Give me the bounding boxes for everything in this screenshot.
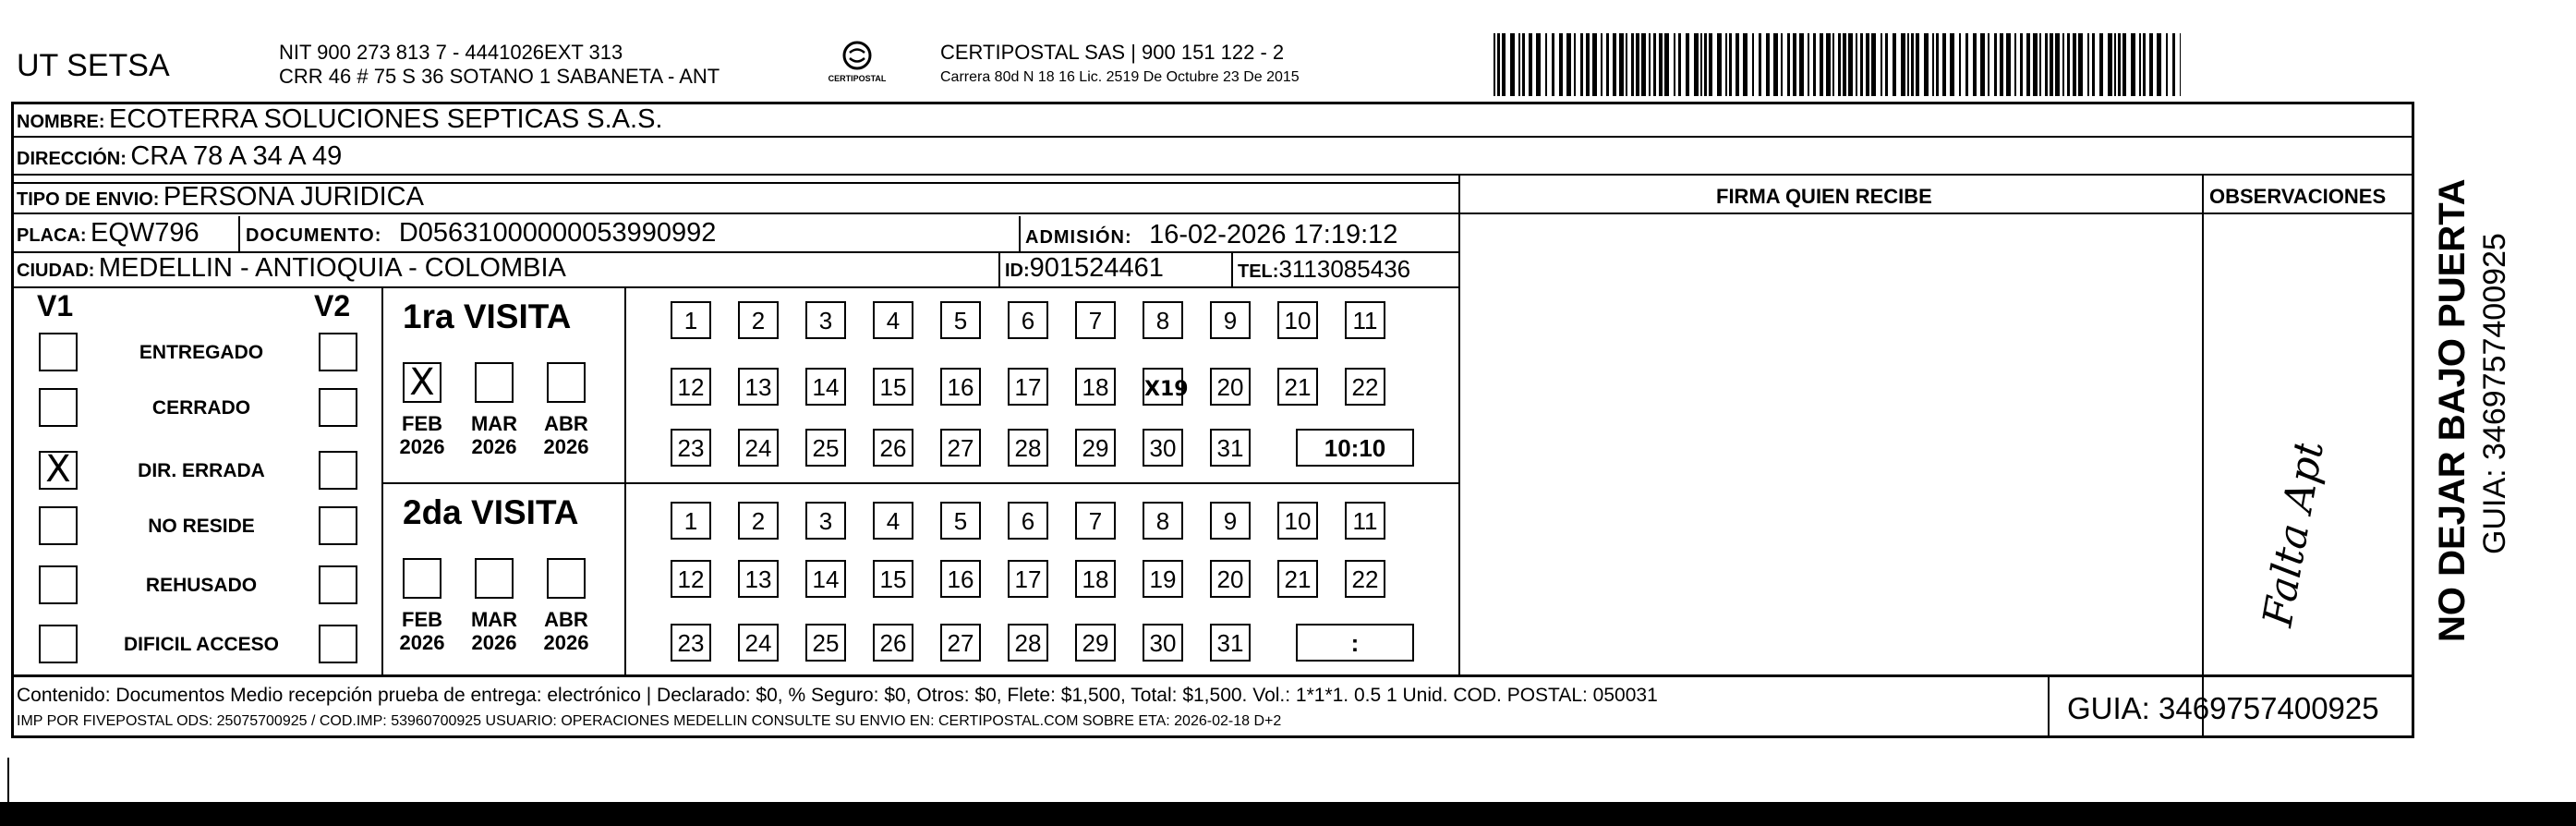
day-box[interactable]: 14: [805, 368, 846, 406]
placa-row: [17, 220, 200, 247]
company-name: UT SETSA: [17, 48, 170, 83]
day-box[interactable]: 30: [1143, 429, 1183, 467]
day-box[interactable]: 28: [1008, 429, 1048, 467]
admision-row: [1025, 222, 1397, 249]
day-box[interactable]: 1: [671, 502, 711, 540]
month-checkbox[interactable]: [547, 558, 586, 599]
footer-guia: GUIA: 3469757400925: [2067, 691, 2379, 725]
carrier-address: Carrera 80d N 18 16 Lic. 2519 De Octubre 23 De 2015: [940, 69, 1300, 85]
day-box[interactable]: 23: [671, 624, 711, 662]
check-mark: X: [409, 361, 435, 404]
placa-label: PLACA:: [17, 225, 87, 246]
ciudad-label: CIUDAD:: [17, 261, 95, 281]
day-box[interactable]: 14: [805, 560, 846, 598]
certipostal-logo: [820, 39, 894, 92]
month-year: 2026: [471, 631, 517, 655]
day-box[interactable]: 17: [1008, 368, 1048, 406]
nombre-row: [17, 106, 662, 133]
day-box[interactable]: 24: [738, 624, 779, 662]
time-box[interactable]: :: [1296, 624, 1414, 662]
day-box[interactable]: 24: [738, 429, 779, 467]
v1-checkbox[interactable]: [39, 388, 78, 427]
first-visit-title: 1ra VISITA: [403, 298, 572, 335]
day-box[interactable]: 27: [940, 429, 981, 467]
documento-label: DOCUMENTO:: [246, 225, 382, 246]
second-visit-title: 2da VISITA: [403, 493, 579, 531]
day-box[interactable]: 22: [1345, 560, 1385, 598]
day-box[interactable]: 4: [873, 301, 913, 339]
day-box[interactable]: 2: [738, 502, 779, 540]
month-name: ABR: [544, 412, 588, 435]
v2-checkbox[interactable]: [319, 625, 357, 663]
day-box[interactable]: 29: [1075, 429, 1116, 467]
day-box[interactable]: 7: [1075, 301, 1116, 339]
day-box[interactable]: 7: [1075, 502, 1116, 540]
barcode: [1494, 33, 2181, 96]
observaciones-note: [2226, 443, 2392, 647]
day-box[interactable]: 12: [671, 560, 711, 598]
svg-text:NO DEJAR BAJO PUERTA: NO DEJAR BAJO PUERTA: [2432, 178, 2473, 642]
day-box[interactable]: 26: [873, 624, 913, 662]
month-year: 2026: [543, 435, 589, 459]
day-box[interactable]: 18: [1075, 368, 1116, 406]
v2-label: V2: [314, 289, 351, 322]
month-label: [462, 412, 526, 459]
v1-checkbox[interactable]: [39, 565, 78, 604]
month-name: FEB: [402, 412, 442, 435]
tel-row: [1238, 257, 1410, 281]
day-box[interactable]: 16: [940, 560, 981, 598]
day-box[interactable]: 15: [873, 368, 913, 406]
bottom-band: [0, 802, 2576, 826]
nombre-value: ECOTERRA SOLUCIONES SEPTICAS S.A.S.: [109, 104, 663, 134]
v2-checkbox[interactable]: [319, 451, 357, 490]
documento-value: D05631000000053990992: [398, 218, 717, 248]
status-option-label: CERRADO: [151, 397, 251, 419]
id-value: 901524461: [1029, 253, 1164, 283]
day-box[interactable]: 5: [940, 301, 981, 339]
v1-label: V1: [37, 289, 74, 322]
day-box[interactable]: 22: [1345, 368, 1385, 406]
admision-value: 16-02-2026 17:19:12: [1149, 220, 1398, 249]
v2-checkbox[interactable]: [319, 506, 357, 545]
observaciones-header: OBSERVACIONES: [2209, 185, 2387, 208]
day-box[interactable]: 3: [805, 502, 846, 540]
day-box[interactable]: 20: [1210, 368, 1251, 406]
month-name: FEB: [402, 608, 442, 631]
ciudad-row: [17, 255, 566, 282]
day-box[interactable]: 19: [1143, 560, 1183, 598]
day-box[interactable]: 21: [1277, 368, 1318, 406]
carrier-name: CERTIPOSTAL SAS | 900 151 122 - 2: [940, 41, 1285, 64]
day-box[interactable]: [1143, 368, 1189, 406]
tipo-label: TIPO DE ENVIO:: [17, 189, 160, 210]
day-box[interactable]: 25: [805, 429, 846, 467]
company-address: CRR 46 # 75 S 36 SOTANO 1 SABANETA - ANT: [279, 65, 720, 88]
status-option-label: ENTREGADO: [139, 342, 264, 363]
nombre-label: NOMBRE:: [17, 112, 105, 132]
company-nit: NIT 900 273 813 7 - 4441026EXT 313: [279, 41, 623, 64]
direccion-row: [17, 143, 342, 170]
check-mark: X: [45, 448, 71, 491]
checked-day-mark: X19: [1144, 378, 1189, 401]
day-box[interactable]: 20: [1210, 560, 1251, 598]
month-name: MAR: [470, 412, 518, 435]
v1-checkbox[interactable]: [39, 625, 78, 663]
day-box[interactable]: 31: [1210, 624, 1251, 662]
day-box[interactable]: 28: [1008, 624, 1048, 662]
day-box[interactable]: 16: [940, 368, 981, 406]
day-box[interactable]: 13: [738, 368, 779, 406]
month-checkbox[interactable]: [475, 558, 514, 599]
tipo-value: PERSONA JURIDICA: [163, 182, 424, 212]
v2-checkbox[interactable]: [319, 388, 357, 427]
day-box[interactable]: 1: [671, 301, 711, 339]
status-option-label: DIR. ERRADA: [138, 460, 265, 481]
side-text: [2420, 120, 2558, 656]
day-box[interactable]: 25: [805, 624, 846, 662]
day-box[interactable]: 9: [1210, 301, 1251, 339]
tel-value: 3113085436: [1278, 255, 1411, 283]
month-checkbox[interactable]: [475, 362, 514, 403]
day-box[interactable]: 27: [940, 624, 981, 662]
month-year: 2026: [399, 631, 445, 655]
month-label: [390, 608, 454, 655]
day-box[interactable]: 10: [1277, 301, 1318, 339]
tipo-row: [17, 184, 424, 211]
month-name: ABR: [544, 608, 588, 631]
month-label: [534, 608, 599, 655]
day-box[interactable]: 31: [1210, 429, 1251, 467]
day-box[interactable]: 17: [1008, 560, 1048, 598]
status-option-label: DIFICIL ACCESO: [123, 634, 279, 655]
month-name: MAR: [470, 608, 518, 631]
svg-text:Falta Apto: Falta Apto: [2254, 443, 2338, 630]
day-box[interactable]: 11: [1345, 301, 1385, 339]
month-year: 2026: [543, 631, 589, 655]
month-checkbox[interactable]: [403, 558, 441, 599]
day-box[interactable]: 4: [873, 502, 913, 540]
day-box[interactable]: 18: [1075, 560, 1116, 598]
day-box[interactable]: 9: [1210, 502, 1251, 540]
footer-contenido: Contenido: Documentos Medio recepción prueba de entrega: electrónico | Declarado: $0, % Seguro: $0, Otros: $0, Flete: $1,500, Total: $1,500. Vol.: 1*1*1. 0.5 1 Unid. COD. POSTAL: 050031: [17, 685, 1658, 706]
day-box[interactable]: 2: [738, 301, 779, 339]
day-box[interactable]: 5: [940, 502, 981, 540]
day-box[interactable]: 29: [1075, 624, 1116, 662]
day-box[interactable]: 26: [873, 429, 913, 467]
ciudad-value: MEDELLIN - ANTIOQUIA - COLOMBIA: [98, 253, 566, 283]
tel-label: TEL:: [1238, 261, 1279, 282]
placa-value: EQW796: [91, 218, 200, 248]
footer-imp: IMP POR FIVEPOSTAL ODS: 25075700925 / COD.IMP: 53960700925 USUARIO: OPERACIONES MEDELLIN CONSULTE SU ENVIO EN: CERTIPOSTAL.COM SOBRE ETA: 2026-02-18 D+2: [17, 713, 1282, 729]
id-row: [1005, 255, 1164, 282]
time-box[interactable]: 10:10: [1296, 429, 1414, 467]
svg-text:GUIA: 3469757400925: GUIA: 3469757400925: [2477, 233, 2512, 554]
day-box[interactable]: 15: [873, 560, 913, 598]
v1-checkbox[interactable]: [39, 448, 78, 491]
month-year: 2026: [399, 435, 445, 459]
day-box[interactable]: 8: [1143, 502, 1183, 540]
month-label: [462, 608, 526, 655]
day-box[interactable]: 6: [1008, 502, 1048, 540]
day-box[interactable]: 8: [1143, 301, 1183, 339]
day-box[interactable]: 13: [738, 560, 779, 598]
id-label: ID:: [1005, 261, 1030, 281]
day-box[interactable]: 12: [671, 368, 711, 406]
svg-text:CERTIPOSTAL: CERTIPOSTAL: [828, 74, 887, 83]
day-box[interactable]: 10: [1277, 502, 1318, 540]
day-box[interactable]: 21: [1277, 560, 1318, 598]
day-box[interactable]: 11: [1345, 502, 1385, 540]
month-label: [390, 412, 454, 459]
documento-row: [246, 220, 716, 247]
direccion-label: DIRECCIÓN:: [17, 149, 127, 169]
month-year: 2026: [471, 435, 517, 459]
month-checkbox[interactable]: [547, 362, 586, 403]
firma-header: FIRMA QUIEN RECIBE: [1716, 185, 1932, 208]
v2-checkbox[interactable]: [319, 565, 357, 604]
day-box[interactable]: 3: [805, 301, 846, 339]
v1-checkbox[interactable]: [39, 506, 78, 545]
admision-label: ADMISIÓN:: [1025, 227, 1132, 248]
status-option-label: REHUSADO: [145, 575, 258, 596]
v1-checkbox[interactable]: [39, 333, 78, 371]
month-checkbox[interactable]: [403, 362, 441, 403]
day-box[interactable]: 23: [671, 429, 711, 467]
v2-checkbox[interactable]: [319, 333, 357, 371]
status-option-label: NO RESIDE: [148, 516, 255, 537]
day-box[interactable]: 30: [1143, 624, 1183, 662]
direccion-value: CRA 78 A 34 A 49: [130, 141, 343, 171]
month-label: [534, 412, 599, 459]
day-box[interactable]: 6: [1008, 301, 1048, 339]
